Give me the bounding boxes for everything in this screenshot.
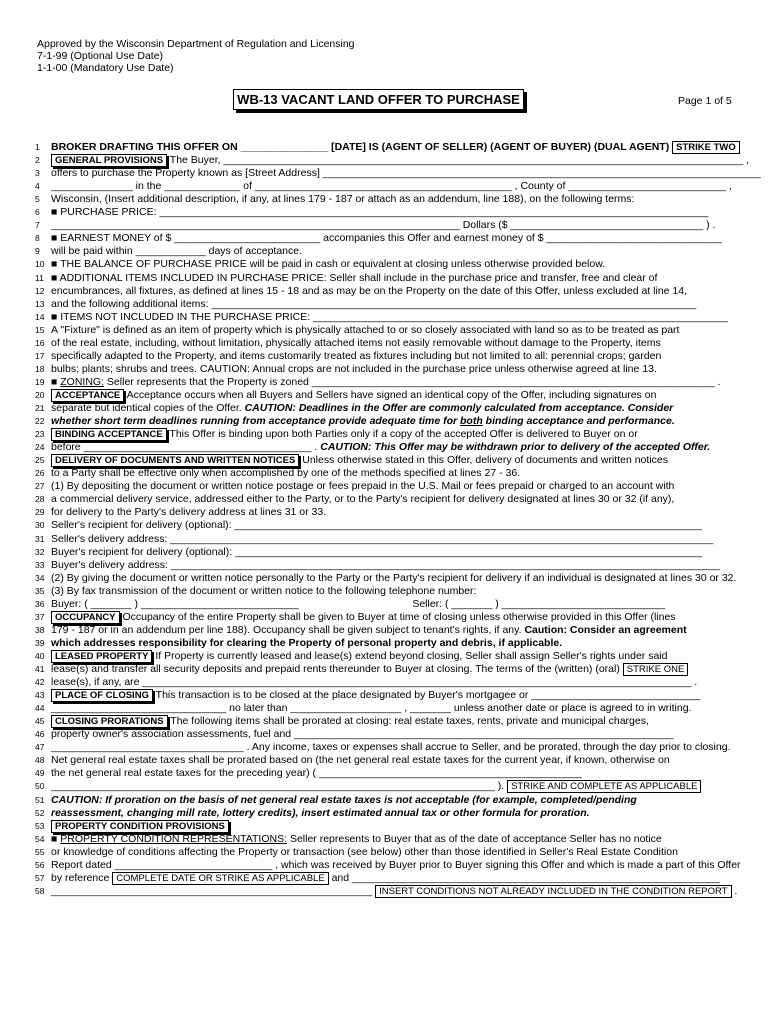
line-text: OCCUPANCY Occupancy of the entire Property shall be given to Buyer at time of closing unless otherwise provided in this Offer (lines [51,611,676,623]
line-number: 16 [35,337,45,348]
form-line-19 [35,376,725,389]
form-line-43 [35,689,725,702]
approval-header [37,38,355,74]
form-line-14 [35,310,728,324]
form-line-52 [35,807,725,820]
line-text: encumbrances, all fixtures, as defined at lines 15 - 18 and as may be on the Property on the date of this Offer, unless excluded at line 14, [51,284,688,297]
line-text: property owner's association assessments, fuel and _________________________________________________________________ [51,728,674,741]
line-number: 1 [35,142,40,152]
line-text: GENERAL PROVISIONS The Buyer, _________________________________________________________________________________________ , [51,154,749,166]
line-number: 4 [35,181,40,192]
line-text: ■ ITEMS NOT INCLUDED IN THE PURCHASE PRICE: _______________________________________________________________________ [51,310,728,323]
line-text: separate but identical copies of the Offer. CAUTION: Deadlines in the Offer are commonly calculated from acceptance. Consider [51,402,674,414]
line-number: 23 [35,429,45,440]
form-line-20 [35,389,725,402]
line-number: 20 [35,389,45,400]
line-number: 49 [35,768,45,779]
line-text: for delivery to the Party's delivery address at lines 31 or 33. [51,506,327,519]
form-line-26 [35,467,725,480]
line-text: which addresses responsibility for clearing the Property of personal property and debris, if applicable. [51,636,563,649]
line-text: ■ THE BALANCE OF PURCHASE PRICE will be paid in cash or equivalent at closing unless otherwise provided below. [51,258,606,271]
line-text: PROPERTY CONDITION PROVISIONS [51,820,229,832]
form-line-50 [35,780,725,793]
form-line-3 [35,167,761,180]
form-line-12 [35,285,725,298]
form-line-46 [35,728,725,741]
form-line-48 [35,754,725,767]
line-text: and the following additional items: ___________________________________________________________________________________ [51,297,697,310]
line-text: ■ PURCHASE PRICE: ______________________________________________________________________________________________ [51,206,709,219]
line-text: a commercial delivery service, addressed either to the Party, or to the Party's recipient for delivery designated at lines 30 or 32 (if any), [51,493,675,506]
line-text: 179 - 187 or in an addendum per line 188). Occupancy shall be given subject to tenant's rights, if any. Caution: Consider an agreement [51,623,687,636]
line-number: 10 [35,259,45,270]
line-text: CLOSING PRORATIONS The following items shall be prorated at closing: real estate taxes, rents, private and municipal charges, [51,715,649,727]
line-text: (1) By depositing the document or written notice postage or fees prepaid in the U.S. Mail or fees prepaid or charged to an account with [51,480,675,493]
line-number: 27 [35,481,45,492]
line-number: 45 [35,716,45,727]
line-text: Report dated ___________________________ , which was received by Buyer prior to Buyer signing this Offer and which is made a part of this Offer [51,858,741,871]
form-line-32 [35,546,725,559]
line-number: 53 [35,820,45,831]
form-line-5 [35,193,725,206]
form-line-41 [35,663,725,676]
form-line-17 [35,350,725,363]
line-text: _________________________________ . Any income, taxes or expenses shall accrue to Seller, and be prorated, through the day prior to closing. [51,741,731,754]
line-number: 12 [35,285,45,296]
line-text: ■ ADDITIONAL ITEMS INCLUDED IN PURCHASE PRICE: Seller shall include in the purchase price and transfer, free and clear of [51,271,658,284]
form-title: WB-13 VACANT LAND OFFER TO PURCHASE [233,89,524,110]
line-number: 18 [35,363,45,374]
line-text: ______________________________________________________________________ Dollars ($ _________________________________ ) . [51,219,716,232]
form-line-45 [35,715,725,728]
form-line-40 [35,650,725,663]
form-line-36 [35,598,725,611]
form-line-55 [35,846,725,859]
line-number: 55 [35,846,45,857]
form-line-4 [35,180,732,193]
line-number: 36 [35,598,45,609]
line-text: BROKER DRAFTING THIS OFFER ON _______________ [DATE] IS (AGENT OF SELLER) (AGENT OF BUYER) (DUAL AGENT) STRIKE TWO [51,141,740,153]
line-number: 57 [35,872,45,883]
form-line-1 [35,141,736,154]
line-number: 42 [35,677,45,688]
line-number: 37 [35,611,45,622]
line-number: 6 [35,207,40,218]
form-line-58 [35,884,738,898]
line-number: 51 [35,794,45,805]
line-text: Buyer's recipient for delivery (optional): ________________________________________________________________________________ [51,545,703,558]
form-line-13 [35,298,725,311]
line-text: CAUTION: If proration on the basis of net general real estate taxes is not acceptable (for example, completed/pending [51,793,637,806]
line-text: Seller's delivery address: _____________________________________________________________________________________________ [51,532,714,545]
line-text: PLACE OF CLOSING This transaction is to be closed at the place designated by Buyer's mortgagee or _____________________________ [51,689,701,701]
line-text: lease(s) and transfer all security deposits and prepaid rents thereunder to Buyer at closing. The terms of the (written) (oral) STRIKE ONE [51,663,688,675]
line-number: 17 [35,350,45,361]
line-number: 31 [35,533,45,544]
form-line-8 [35,232,725,245]
form-line-2 [35,154,750,167]
line-number: 2 [35,155,40,166]
line-number: 44 [35,703,45,714]
form-line-51 [35,794,725,807]
form-line-30 [35,519,725,532]
line-text: lease(s), if any, are ______________________________________________________________________________________________ . [51,676,698,689]
line-text: LEASED PROPERTY If Property is currently leased and lease(s) extend beyond closing, Seller shall assign Seller's rights under said [51,650,667,662]
form-line-53 [35,820,725,833]
line-text: by reference COMPLETE DATE OR STRIKE AS APPLICABLE and _______________________________________________________________ [51,871,720,884]
line-text: (3) By fax transmission of the document or written notice to the following telephone number: [51,584,477,597]
form-line-38 [35,624,725,637]
line-number: 14 [35,311,45,322]
line-text: (2) By giving the document or written notice personally to the Party or the Party's recipient for delivery if an individual is designated at lines 30 or 32. [51,571,737,584]
page-number: Page 1 of 5 [678,95,732,107]
line-text: bulbs; plants; shrubs and trees. CAUTION: Annual crops are not included in the purchase price unless otherwise agreed at line 13. [51,362,657,375]
form-line-15 [35,324,725,337]
line-number: 9 [35,246,40,257]
line-text: _______________________________________________________ INSERT CONDITIONS NOT ALREADY INCLUDED IN THE CONDITION REPORT . [51,884,738,897]
line-text: Wisconsin, (Insert additional description, if any, at lines 179 - 187 or attach as an addendum, line 188), on the following terms: [51,193,635,206]
form-line-22 [35,415,725,428]
line-text: ■ PROPERTY CONDITION REPRESENTATIONS: Seller represents to Buyer that as of the date of acceptance Seller has no notice [51,832,662,845]
line-text: specifically adapted to the Property, and items customarily treated as fixtures including but not limited to all: perennial crops; garden [51,349,662,362]
line-text: will be paid within ____________ days of acceptance. [51,245,303,258]
line-number: 50 [35,781,45,792]
form-line-34 [35,571,737,585]
form-line-44 [35,702,725,715]
line-text: ______________ in the _____________ of ____________________________________________ , County of ___________________________ , [51,180,732,193]
line-number: 7 [35,220,40,231]
line-number: 19 [35,376,45,387]
approval-line-3: 1-1-00 (Mandatory Use Date) [37,62,174,74]
form-line-37 [35,611,725,624]
form-line-27 [35,480,725,493]
form-line-39 [35,637,725,650]
line-number: 48 [35,755,45,766]
form-line-23 [35,428,725,441]
line-text: offers to purchase the Property known as [Street Address] ___________________________________________________________________________ [51,167,761,180]
line-number: 56 [35,859,45,870]
line-text: ■ EARNEST MONEY of $ _________________________ accompanies this Offer and earnest money of $ ______________________________ [51,232,722,245]
line-text: whether short term deadlines running from acceptance provide adequate time for both binding acceptance and performance. [51,415,675,428]
line-text: Buyer's delivery address: ______________________________________________________________________________________________ [51,558,720,571]
line-number: 8 [35,233,40,244]
line-number: 39 [35,637,45,648]
line-text: BINDING ACCEPTANCE This Offer is binding upon both Parties only if a copy of the accepted Offer is delivered to Buyer on or [51,428,638,440]
form-line-18 [35,363,725,376]
line-text: the net general real estate taxes for the preceding year) ( _____________________________________________ [51,767,582,780]
line-text: Buyer: ( _______ ) ___________________________ Seller: ( _______ ) ____________________________ [51,597,666,610]
line-number: 21 [35,403,45,413]
line-number: 43 [35,690,45,701]
approval-line-2: 7-1-99 (Optional Use Date) [37,50,164,62]
line-number: 52 [35,807,45,818]
line-number: 30 [35,520,45,531]
form-line-35 [35,585,725,598]
line-number: 47 [35,742,45,753]
line-number: 3 [35,168,40,179]
line-number: 24 [35,442,45,453]
line-text: ■ ZONING: Seller represents that the Property is zoned _____________________________________________________________________ . [51,375,721,388]
form-line-57 [35,872,725,885]
form-line-33 [35,559,725,572]
line-number: 58 [35,885,45,896]
line-number: 11 [35,272,44,283]
line-number: 33 [35,559,45,570]
approval-line-1: Approved by the Wisconsin Department of Regulation and Licensing [37,38,355,50]
form-line-54 [35,833,725,846]
form-line-24 [35,441,725,454]
line-text: DELIVERY OF DOCUMENTS AND WRITTEN NOTICES Unless otherwise stated in this Offer, delivery of documents and written notices [51,454,668,466]
line-text: reassessment, changing mill rate, lottery credits), insert estimated annual tax or other formula for proration. [51,806,590,819]
form-line-6 [35,206,725,219]
line-text: or knowledge of conditions affecting the Property or transaction (see below) other than those identified in Seller's Real Estate Condition [51,845,678,858]
form-line-16 [35,337,725,350]
line-text: Seller's recipient for delivery (optional): ________________________________________________________________________________ [51,519,702,532]
line-number: 15 [35,324,45,335]
line-text: ______________________________ no later than ___________________ , _______ unless another date or place is agreed to in writing. [51,702,692,715]
line-number: 25 [35,455,45,466]
form-line-49 [35,767,725,780]
line-text: before _______________________________________ . CAUTION: This Offer may be withdrawn prior to delivery of the accepted Offer. [51,441,711,454]
line-number: 41 [35,664,45,674]
line-number: 5 [35,194,40,205]
form-line-11 [35,272,725,285]
line-number: 40 [35,650,45,661]
line-number: 34 [35,572,45,583]
line-number: 29 [35,507,45,518]
line-text: Net general real estate taxes shall be prorated based on (the net general real estate taxes for the current year, if known, otherwise on [51,754,670,767]
line-number: 38 [35,624,45,635]
line-number: 54 [35,833,45,844]
form-line-56 [35,858,741,872]
line-number: 46 [35,729,45,740]
form-line-42 [35,676,725,689]
line-text: ____________________________________________________________________________ ). STRIKE AND COMPLETE AS APPLICABLE [51,780,701,792]
line-text: ACCEPTANCE Acceptance occurs when all Buyers and Sellers have signed an identical copy of the Offer, including signatures on [51,389,656,401]
form-line-28 [35,493,725,506]
line-number: 35 [35,585,45,596]
line-number: 26 [35,468,45,479]
line-number: 22 [35,416,45,427]
form-line-7 [35,219,725,232]
line-number: 28 [35,494,45,505]
form-line-47 [35,741,731,754]
form-line-31 [35,533,725,546]
line-text: to a Party shall be effective only when accomplished by one of the methods specified at lines 27 - 36. [51,467,521,480]
line-number: 13 [35,298,45,309]
line-text: of the real estate, including, without limitation, physically attached items not easily removable without damage to the Property, items [51,336,661,349]
form-line-9 [35,245,725,258]
line-text: A "Fixture" is defined as an item of property which is physically attached to or so closely associated with land so as to be treated as part [51,323,680,336]
form-line-21 [35,402,725,415]
form-line-25 [35,454,725,467]
line-number: 32 [35,546,45,557]
form-line-10 [35,258,725,271]
form-line-29 [35,506,725,519]
